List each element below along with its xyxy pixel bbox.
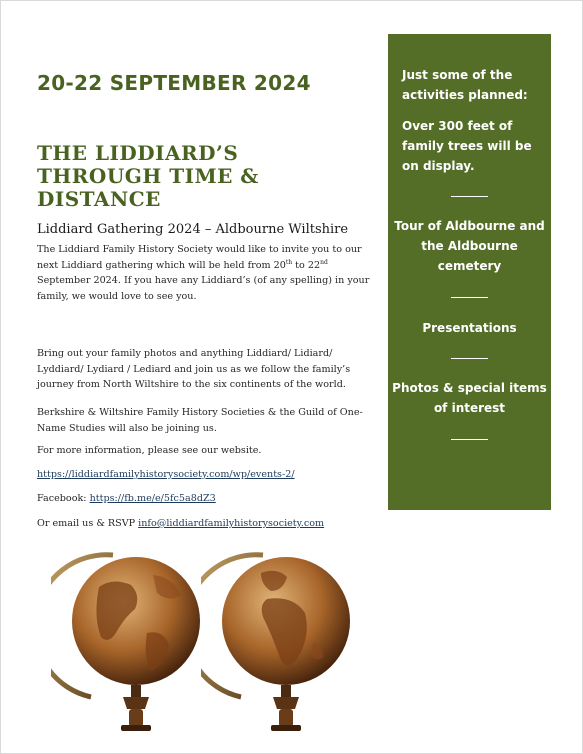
invitation-text-2: to 22	[292, 259, 321, 271]
event-date-heading: 20-22 SEPTEMBER 2024	[37, 71, 311, 95]
invitation-text-1: The Liddiard Family History Society would like to invite you to our next Liddiard gathering which will be held from 20	[37, 244, 362, 271]
more-info-paragraph: For more information, please see our website.	[37, 445, 262, 456]
sidebar-divider	[451, 439, 488, 440]
facebook-label: Facebook:	[37, 493, 90, 504]
facebook-line	[37, 491, 381, 507]
sidebar-item-tour: Tour of Aldbourne and the Aldbourne cemetery	[394, 219, 545, 273]
date-suffix-nd: nd	[320, 258, 328, 266]
email-label: Or email us & RSVP	[37, 518, 139, 529]
website-line	[37, 467, 381, 483]
email-line	[37, 516, 381, 532]
date-suffix-th: th	[285, 258, 293, 266]
antique-globe-image-right	[201, 547, 371, 732]
societies-paragraph: Berkshire & Wiltshire Family History Societies & the Guild of One-Name Studies will also be joining us.	[37, 407, 363, 434]
event-title: THE LIDDIARD’S THROUGH TIME & DISTANCE	[37, 141, 259, 211]
sidebar-item-family-trees: Over 300 feet of family trees will be on display.	[402, 119, 532, 173]
email-link[interactable]: info@liddiardfamilyhistorysociety.com	[138, 518, 325, 529]
sidebar-divider	[451, 196, 488, 197]
sidebar-intro: Just some of the activities planned:	[402, 68, 528, 102]
antique-globe-image-left	[51, 547, 221, 732]
sidebar-item-photos: Photos & special items of interest	[392, 381, 547, 415]
facebook-link[interactable]: https://fb.me/e/5fc5a8dZ3	[89, 493, 216, 504]
invitation-text-3: September 2024. If you have any Liddiard’s (of any spelling) in your family, we would love to see you.	[37, 275, 370, 302]
sidebar-divider	[451, 358, 488, 359]
family-photos-paragraph: Bring out your family photos and anything Liddiard/ Lidiard/ Lyddiard/ Lydiard / Lediard and join us as we follow the family’s journey from North Wiltshire to the six continents of the world.	[37, 348, 351, 390]
event-subtitle: Liddiard Gathering 2024 – Aldbourne Wiltshire	[37, 222, 349, 237]
website-link[interactable]: https://liddiardfamilyhistorysociety.com/wp/events-2/	[37, 469, 295, 480]
sidebar-item-presentations: Presentations	[422, 321, 517, 335]
activities-sidebar	[388, 34, 551, 510]
sidebar-divider	[451, 297, 488, 298]
invitation-paragraph	[37, 242, 381, 304]
